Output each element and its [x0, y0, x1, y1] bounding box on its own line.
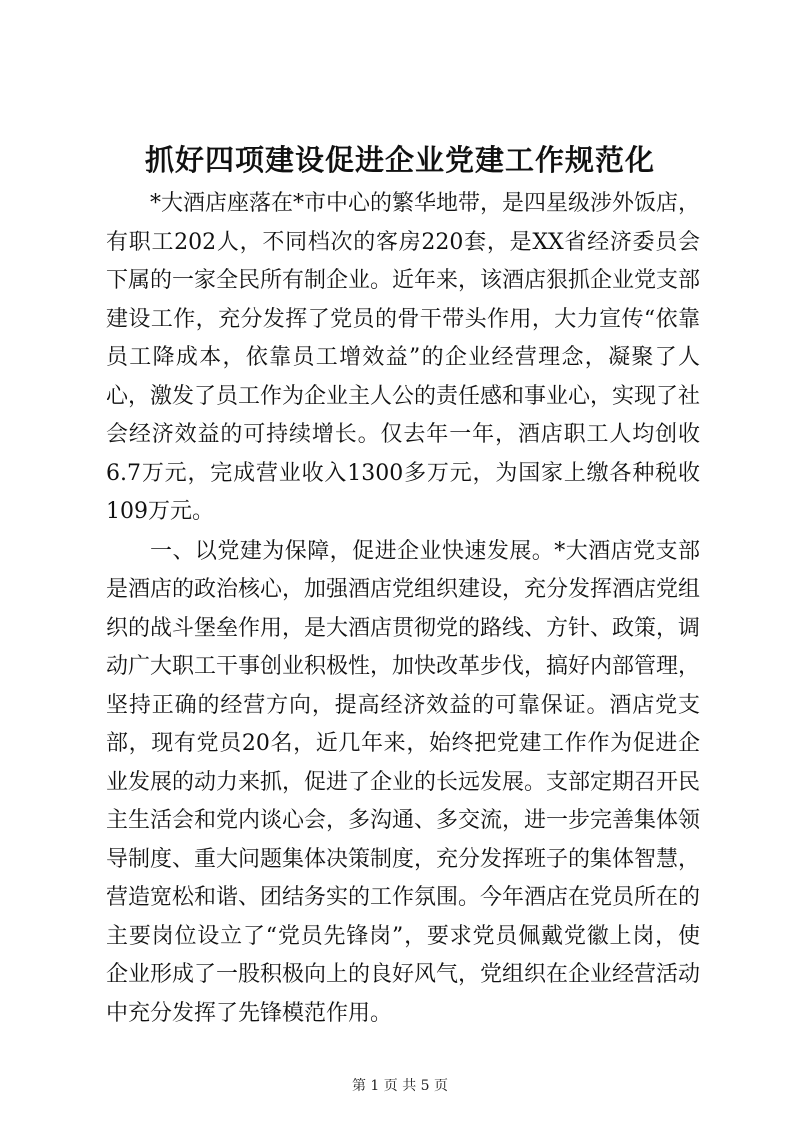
document-body: [106, 185, 700, 1034]
page-footer: 第 1 页 共 5 页: [351, 1078, 449, 1094]
paragraph-intro: *大酒店座落在*市中心的繁华地带，是四星级涉外饭店，有职工202人，不同档次的客房220套，是XX省经济委员会下属的一家全民所有制企业。近年来，该酒店狠抓企业党支部建设工作，充分发挥了党员的骨干带头作用，大力宣传“依靠员工降成本，依靠员工增效益”的企业经营理念，凝聚了人心，激发了员工作为企业主人公的责任感和事业心，实现了社会经济效益的可持续增长。仅去年一年，酒店职工人均创收6.7万元，完成营业收入1300多万元，为国家上缴各种税收109万元。: [106, 191, 701, 524]
paragraph-section-one: 一、以党建为保障，促进企业快速发展。*大酒店党支部是酒店的政治核心，加强酒店党组织建设，充分发挥酒店党组织的战斗堡垒作用，是大酒店贯彻党的路线、方针、政策，调动广大职工干事创业积极性，加快改革步伐，搞好内部管理，坚持正确的经营方向，提高经济效益的可靠保证。酒店党支部，现有党员20名，近几年来，始终把党建工作作为促进企业发展的动力来抓，促进了企业的长远发展。支部定期召开民主生活会和党内谈心会，多沟通、多交流，进一步完善集体领导制度、重大问题集体决策制度，充分发挥班子的集体智慧，营造宽松和谐、团结务实的工作氛围。今年酒店在党员所在的主要岗位设立了“党员先锋岗”，要求党员佩戴党徽上岗，使企业形成了一股积极向上的良好风气，党组织在企业经营活动中充分发挥了先锋模范作用。: [106, 538, 701, 1026]
document-title: 抓好四项建设促进企业党建工作规范化: [144, 143, 655, 177]
